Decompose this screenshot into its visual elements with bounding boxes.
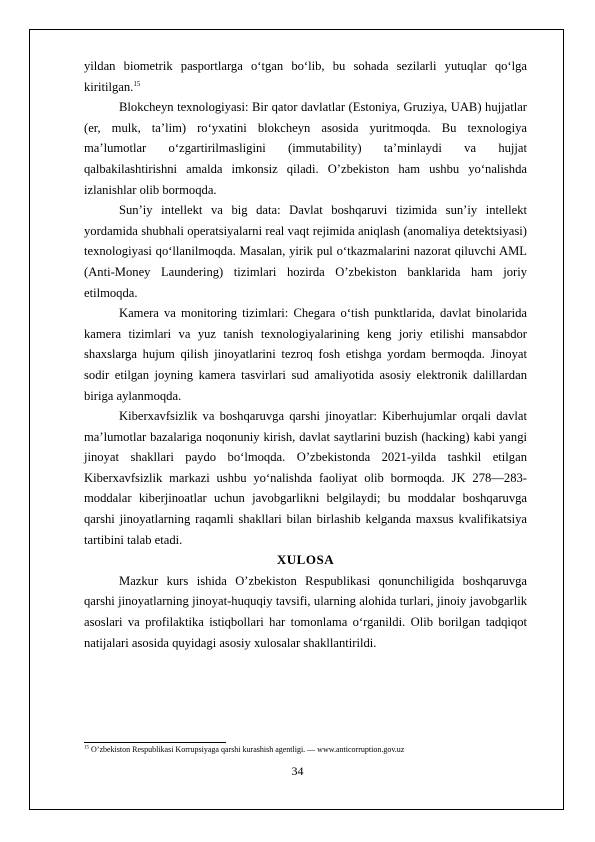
paragraph-camera-monitoring: Kamera va monitoring tizimlari: Chegara o‘tish punktlarida, davlat binolarida kamera tizimlari va yuz tanish texnologiyalarining keng joriy etilishi mansabdor shaxslarga hujum qilish jinoyatlarini tezroq fosh etishga yordam bermoqda. Jinoyat sodir etilgan joyning kamera tasvirlari sud amaliyotida asosiy elektronik dalillardan biriga aylanmoqda.: [84, 306, 527, 403]
paragraph-text: yildan biometrik pasportlarga o‘tgan bo‘lib, bu sohada sezilarli yutuqlar qo‘lga kiritilgan.: [84, 59, 527, 94]
paragraph-ai-big-data: Sun’iy intellekt va big data: Davlat boshqaruvi tizimida sun’iy intellekt yordamida shubhali operatsiyalarni real vaqt rejimida aniqlash (anomaliya detektsiyasi) texnologiyasi qo‘llanilmoqda. Masalan, yirik pul o‘tkazmalarini nazorat qiluvchi AML (Anti-Money Laundering) tizimlari hozirda O’zbekiston banklarida ham joriy etilmoqda.: [84, 203, 527, 300]
paragraph-continuation: [84, 56, 527, 97]
page-number: 34: [291, 764, 304, 778]
footnote: [84, 745, 527, 755]
footnote-divider: [84, 742, 226, 743]
paragraph-blockchain: Blokcheyn texnologiyasi: Bir qator davlatlar (Estoniya, Gruziya, UAB) hujjatlar (er, mulk, ta’lim) ro‘yxatini blokcheyn asosida yuritmoqda. Bu texnologiya ma’lumotlar o‘zgartirilmasligini (immutability) ta’minlaydi va hujjat qalbakilashtirishni amalda imkonsiz qiladi. O’zbekiston ham ushbu yo‘nalishda izlanishlar olib bormoqda.: [84, 100, 527, 197]
footnote-text: O’zbekiston Respublikasi Korrupsiyaga qarshi kurashish agentligi. — www.anticorruption.gov.uz: [89, 745, 405, 754]
footnote-number: 15: [84, 745, 89, 751]
section-heading: XULOSA: [276, 552, 335, 568]
paragraph-conclusion: Mazkur kurs ishida O’zbekiston Respublikasi qonunchiligida boshqaruvga qarshi jinoyatlarning jinoyat-huquqiy tavsifi, ularning alohida turlari, jinoiy javobgarlik asoslari va profilaktika istiqbollari har tomonlama o‘rganildi. Olib borilgan tadqiqot natijalari asosida quyidagi asosiy xulosalar shakllantirildi.: [84, 573, 527, 650]
document-body: [84, 56, 527, 653]
paragraph-cybersecurity: Kiberxavfsizlik va boshqaruvga qarshi jinoyatlar: Kiberhujumlar orqali davlat ma’lumotlar bazalariga noqonuniy kirish, davlat saytlarini buzish (hacking) kabi yangi jinoyat shakllari paydo bo‘lmoqda. O’zbekistonda 2021-yilda tashkil etilgan Kiberxavfsizlik markazi ushbu yo‘nalishda faoliyat olib bormoqda. JK 278—283-moddalar kiberjinoatlar uchun javobgarlikni belgilaydi; bu moddalar boshqaruvga qarshi jinoyatlarning raqamli shakllari bilan birlashib kelganda maxsus kvalifikatsiya tartibini talab etadi.: [84, 409, 527, 547]
footnote-reference[interactable]: 15: [133, 79, 141, 88]
